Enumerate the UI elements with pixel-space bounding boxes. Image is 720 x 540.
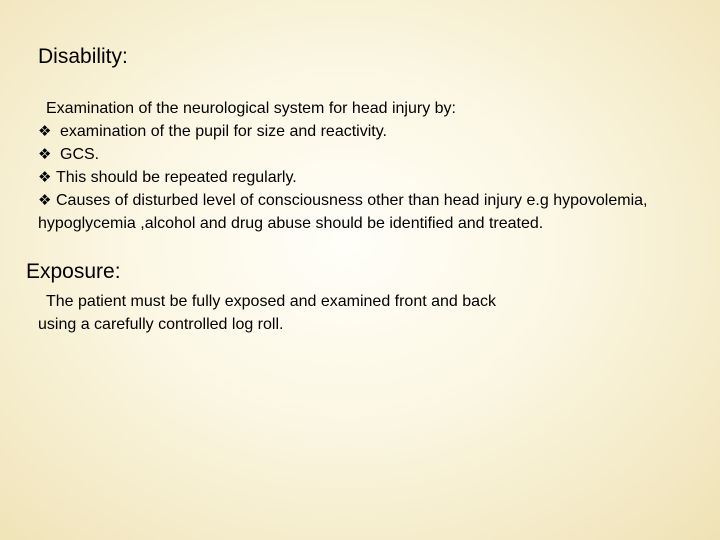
disability-bullet-item xyxy=(38,120,678,143)
disability-heading: Disability: xyxy=(38,45,128,68)
disability-bullet-item xyxy=(38,166,678,189)
exposure-text-line: using a carefully controlled log roll. xyxy=(38,316,284,333)
disability-intro: Examination of the neurological system for head injury by: xyxy=(46,100,456,117)
exposure-heading: Exposure: xyxy=(26,260,121,283)
disability-bullet-item xyxy=(38,189,678,235)
disability-bullet-text: examination of the pupil for size and reactivity. xyxy=(60,123,387,140)
diamond-bullet-icon: ❖ xyxy=(38,191,52,209)
diamond-bullet-icon: ❖ xyxy=(38,168,52,186)
disability-bullet-text: Causes of disturbed level of consciousness other than head injury e.g hypovolemia, hypoglycemia ,alcohol and drug abuse should be identified and treated. xyxy=(38,192,648,232)
disability-content xyxy=(38,97,678,235)
exposure-text-line: The patient must be fully exposed and examined front and back xyxy=(46,293,497,310)
exposure-content xyxy=(38,290,598,336)
diamond-bullet-icon: ❖ xyxy=(38,145,52,163)
disability-bullet-text: This should be repeated regularly. xyxy=(56,169,297,186)
disability-bullet-text: GCS. xyxy=(60,146,100,163)
disability-bullet-item xyxy=(38,143,678,166)
diamond-bullet-icon: ❖ xyxy=(38,122,52,140)
